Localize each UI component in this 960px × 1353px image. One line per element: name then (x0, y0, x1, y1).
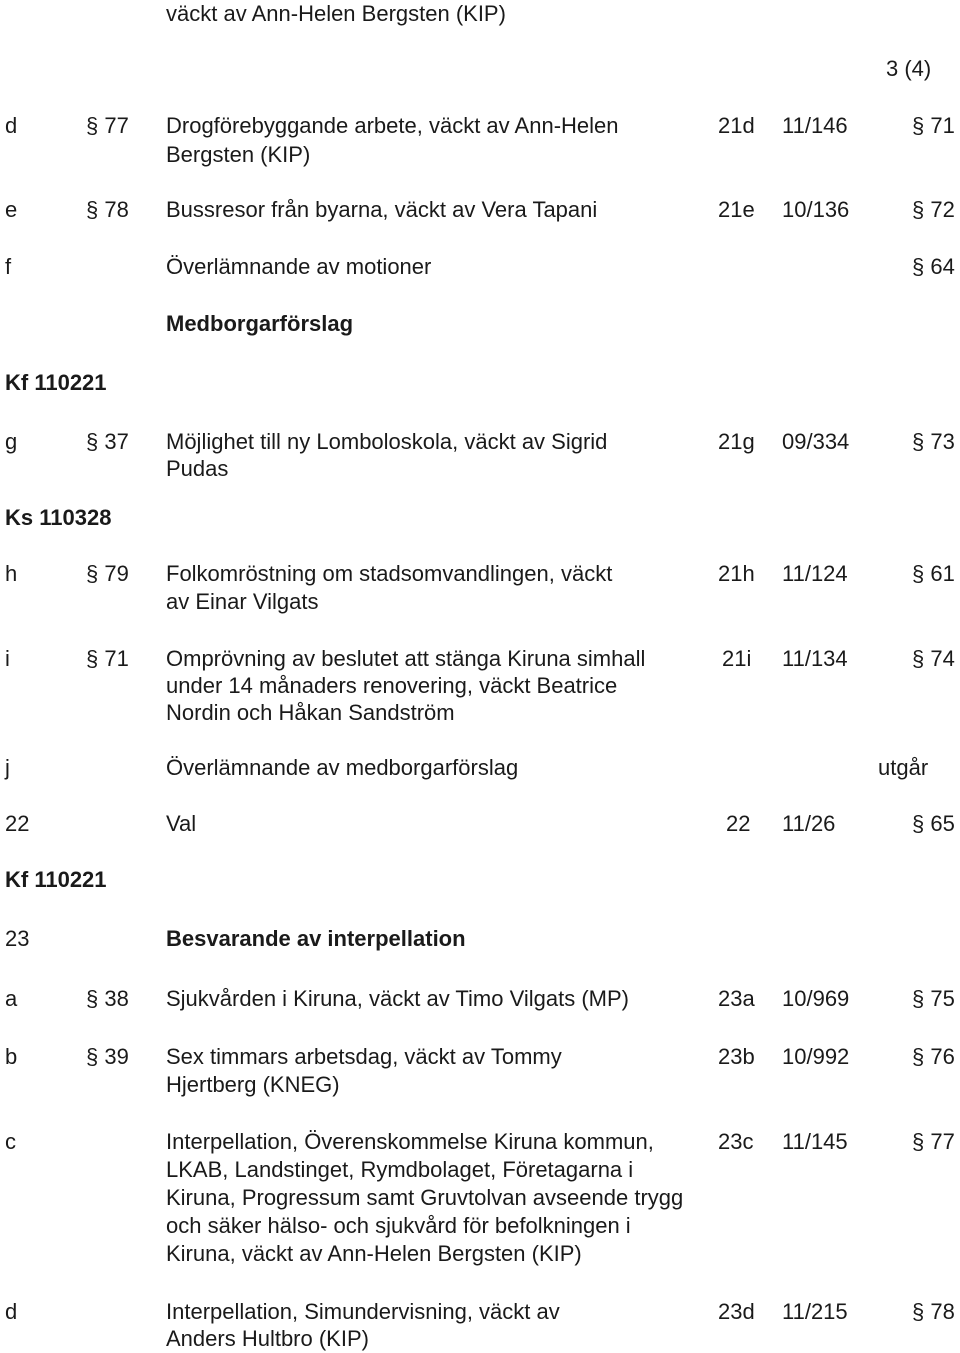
item-letter: a (5, 986, 18, 1011)
item-letter: g (5, 429, 18, 454)
paragraph-number: 39 (104, 1044, 129, 1069)
item-title-line-4: och säker hälso- och sjukvård för befolkningen i (166, 1213, 631, 1238)
paragraph-symbol: § (86, 1044, 99, 1069)
item-diary-number: 11/146 (782, 113, 848, 138)
paragraph-symbol: § (86, 197, 99, 222)
page-number-value: 65 (930, 811, 955, 836)
item-diary-number: 11/26 (782, 811, 836, 836)
item-letter: b (5, 1044, 18, 1069)
item-title-line-2: LKAB, Landstinget, Rymdbolaget, Företagarna i (166, 1157, 634, 1182)
paragraph-ref (86, 112, 129, 140)
item-page (912, 810, 955, 838)
item-title-line-1: Bussresor från byarna, väckt av Vera Tapani (166, 197, 598, 222)
item-diary-number: 10/136 (782, 197, 850, 222)
paragraph-symbol: § (912, 1129, 925, 1154)
paragraph-symbol: § (86, 429, 99, 454)
item-title-line-1: Val (166, 811, 197, 836)
item-letter: j (5, 755, 10, 780)
paragraph-symbol: § (86, 561, 99, 586)
item-letter: c (5, 1129, 16, 1154)
continuation-text: väckt av Ann-Helen Bergsten (KIP) (166, 1, 506, 26)
item-reference: 21d (718, 113, 755, 138)
paragraph-ref (86, 1043, 129, 1071)
item-page (912, 1128, 955, 1156)
item-title-line-2: Anders Hultbro (KIP) (166, 1326, 369, 1351)
paragraph-symbol: § (912, 113, 925, 138)
section-heading-ks: Ks 110328 (5, 505, 112, 530)
page-number-value: 72 (930, 197, 955, 222)
paragraph-ref (86, 196, 129, 224)
paragraph-symbol: § (912, 561, 925, 586)
paragraph-number: 79 (104, 561, 129, 586)
item-title-line-1: Överlämnande av medborgarförslag (166, 755, 519, 780)
item-page (912, 645, 955, 673)
item-reference: 21e (718, 197, 755, 222)
item-reference: 21h (718, 561, 755, 586)
item-title-line-1: Interpellation, Simundervisning, väckt av (166, 1299, 560, 1324)
item-title-line-5: Kiruna, väckt av Ann-Helen Bergsten (KIP) (166, 1241, 582, 1266)
paragraph-number: 77 (104, 113, 129, 138)
item-reference: 23b (718, 1044, 755, 1069)
item-reference: 21g (718, 429, 755, 454)
item-letter: h (5, 561, 18, 586)
item-diary-number: 09/334 (782, 429, 850, 454)
page-number-value: 75 (930, 986, 955, 1011)
item-diary-number: 11/145 (782, 1129, 848, 1154)
item-reference: 21i (722, 646, 752, 671)
paragraph-symbol: § (86, 986, 99, 1011)
paragraph-symbol: § (912, 429, 925, 454)
page-number-value: 77 (930, 1129, 955, 1154)
section-heading-medborgarforslag: Medborgarförslag (166, 311, 354, 336)
item-letter: e (5, 197, 18, 222)
paragraph-symbol: § (912, 197, 925, 222)
item-title-line-1: Möjlighet till ny Lomboloskola, väckt av Sigrid (166, 429, 608, 454)
page-number-value: 76 (930, 1044, 955, 1069)
section-heading-interpellation: Besvarande av interpellation (166, 926, 466, 951)
paragraph-number: 78 (104, 197, 129, 222)
item-page (912, 253, 955, 281)
item-diary-number: 11/215 (782, 1299, 848, 1324)
section-heading-kf: Kf 110221 (5, 370, 107, 395)
page-number-value: 71 (930, 113, 955, 138)
item-title-line-2: Pudas (166, 456, 229, 481)
item-title-line-2: Bergsten (KIP) (166, 142, 311, 167)
paragraph-number: 38 (104, 986, 129, 1011)
item-title-line-1: Sjukvården i Kiruna, väckt av Timo Vilgats (MP) (166, 986, 629, 1011)
paragraph-symbol: § (912, 1299, 925, 1324)
section-heading-kf: Kf 110221 (5, 867, 107, 892)
item-letter: f (5, 254, 12, 279)
paragraph-number: 37 (104, 429, 129, 454)
page-number-value: 78 (930, 1299, 955, 1324)
paragraph-symbol: § (912, 1044, 925, 1069)
item-title-line-1: Folkomröstning om stadsomvandlingen, väckt (166, 561, 613, 586)
item-page (912, 428, 955, 456)
item-title-line-1: Interpellation, Överenskommelse Kiruna kommun, (166, 1129, 654, 1154)
paragraph-symbol: § (912, 254, 925, 279)
paragraph-symbol: § (86, 113, 99, 138)
item-number: 22 (5, 811, 30, 836)
page-number-value: 74 (930, 646, 955, 671)
paragraph-number: 71 (104, 646, 129, 671)
paragraph-symbol: § (86, 646, 99, 671)
page-number-value: 64 (930, 254, 955, 279)
item-reference: 22 (726, 811, 751, 836)
item-page (912, 112, 955, 140)
item-page (912, 1298, 955, 1326)
item-title-line-1: Drogförebyggande arbete, väckt av Ann-Helen (166, 113, 619, 138)
item-page (912, 560, 955, 588)
item-diary-number: 11/134 (782, 646, 848, 671)
item-page (912, 196, 955, 224)
item-letter: i (5, 646, 10, 671)
item-title-line-2: av Einar Vilgats (166, 589, 319, 614)
item-diary-number: 10/992 (782, 1044, 850, 1069)
paragraph-ref (86, 645, 129, 673)
item-title-line-2: under 14 månaders renovering, väckt Beatrice (166, 673, 618, 698)
item-title-line-3: Kiruna, Progressum samt Gruvtolvan avseende trygg (166, 1185, 684, 1210)
item-title-line-1: Sex timmars arbetsdag, väckt av Tommy (166, 1044, 562, 1069)
item-diary-number: 11/124 (782, 561, 848, 586)
item-title-line-3: Nordin och Håkan Sandström (166, 700, 455, 725)
item-reference: 23c (718, 1129, 754, 1154)
page-number-value: 73 (930, 429, 955, 454)
item-reference: 23d (718, 1299, 755, 1324)
page-number-value: 61 (930, 561, 955, 586)
item-title-line-1: Överlämnande av motioner (166, 254, 432, 279)
paragraph-ref (86, 428, 129, 456)
paragraph-symbol: § (912, 986, 925, 1011)
page-number: 3 (4) (886, 56, 932, 81)
paragraph-symbol: § (912, 646, 925, 671)
item-letter: d (5, 1299, 18, 1324)
item-diary-number: 10/969 (782, 986, 850, 1011)
item-title-line-2: Hjertberg (KNEG) (166, 1072, 340, 1097)
item-title-line-1: Omprövning av beslutet att stänga Kiruna simhall (166, 646, 646, 671)
item-reference: 23a (718, 986, 755, 1011)
paragraph-symbol: § (912, 811, 925, 836)
item-page: utgår (878, 755, 929, 780)
item-number: 23 (5, 926, 30, 951)
item-letter: d (5, 113, 18, 138)
item-page (912, 985, 955, 1013)
paragraph-ref (86, 985, 129, 1013)
item-page (912, 1043, 955, 1071)
paragraph-ref (86, 560, 129, 588)
